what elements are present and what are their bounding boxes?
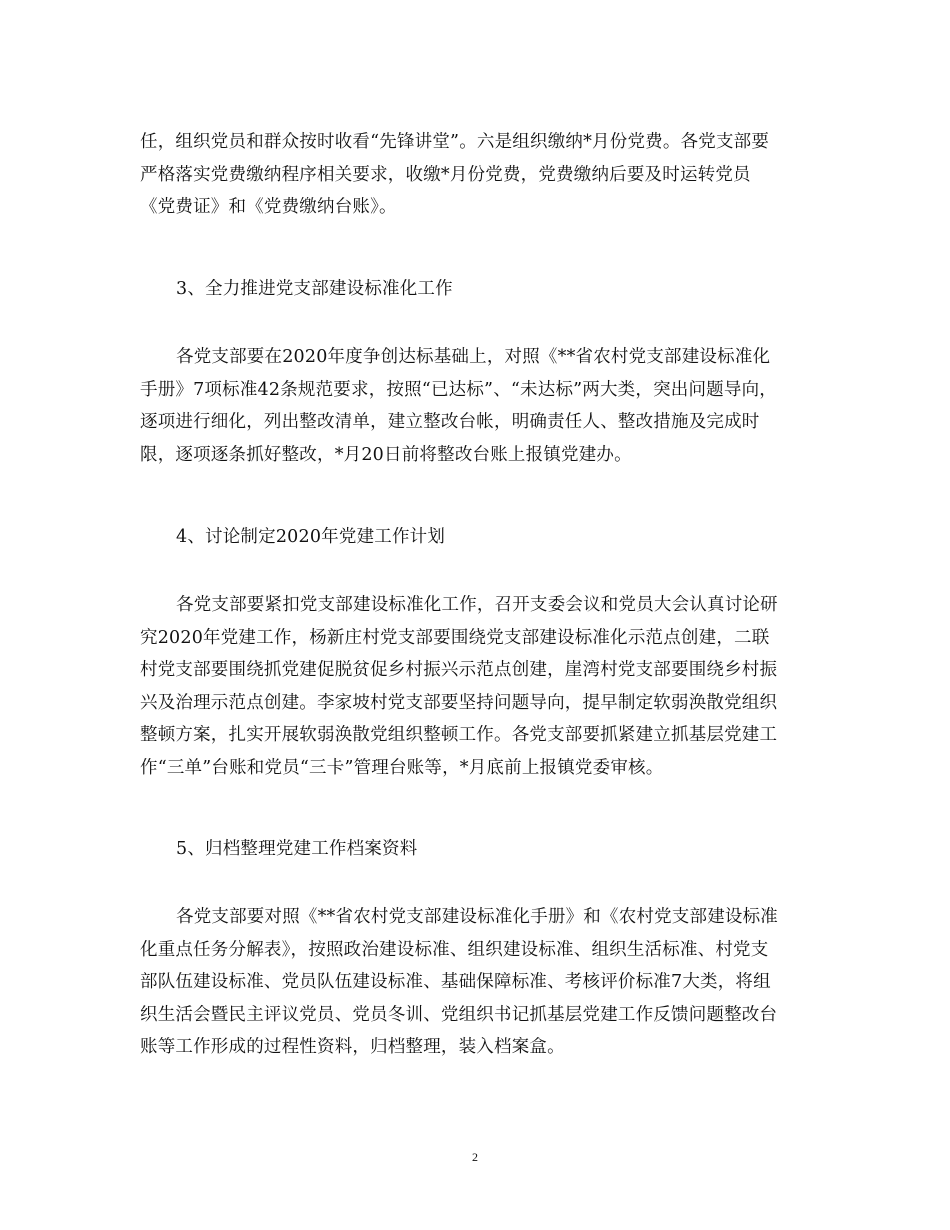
- heading-text: 3、全力推进党支部建设标准化工作: [176, 279, 453, 299]
- paragraph-line: 逐项进行细化，列出整改清单，建立整改台帐，明确责任人、整改措施及完成时: [140, 412, 760, 432]
- paragraph-line: 严格落实党费缴纳程序相关要求，收缴*月份党费，党费缴纳后要及时运转党员: [140, 164, 751, 185]
- paragraph-continuation: [140, 126, 820, 224]
- paragraph-line: 各党支部要紧扣党支部建设标准化工作，召开支委会议和党员大会认真讨论研: [176, 595, 778, 615]
- paragraph-line: 《党费证》和《党费缴纳台账》。: [140, 197, 397, 217]
- paragraph-line: 部队伍建设标准、党员队伍建设标准、基础保障标准、考核评价标准7大类，将组: [140, 972, 771, 992]
- section-3-heading: [140, 273, 820, 306]
- section-3-body: [140, 341, 820, 471]
- paragraph-line: 整顿方案，扎实开展软弱涣散党组织整顿工作。各党支部要抓紧建立抓基层党建工: [140, 725, 778, 745]
- heading-text: 4、讨论制定2020年党建工作计划: [176, 527, 446, 547]
- paragraph-line: 村党支部要围绕抓党建促脱贫促乡村振兴示范点创建，崖湾村党支部要围绕乡村振: [140, 660, 778, 680]
- paragraph-line: 织生活会暨民主评议党员、党员冬训、党组织书记抓基层党建工作反馈问题整改台: [140, 1004, 778, 1025]
- paragraph-line: 手册》7项标准42条规范要求，按照“已达标”、“未达标”两大类，突出问题导向，: [140, 379, 777, 400]
- section-5-heading: [140, 833, 820, 866]
- section-4-body: [140, 589, 820, 784]
- paragraph-line: 各党支部要在2020年度争创达标基础上，对照《**省农村党支部建设标准化: [176, 347, 771, 367]
- paragraph-line: 化重点任务分解表》，按照政治建设标准、组织建设标准、组织生活标准、村党支: [140, 939, 769, 960]
- paragraph-line: 兴及治理示范点创建。李家坡村党支部要坚持问题导向，提早制定软弱涣散党组织: [140, 692, 778, 713]
- section-4-heading: [140, 521, 820, 554]
- paragraph-line: 限，逐项逐条抓好整改，*月20日前将整改台账上报镇党建办。: [140, 444, 632, 465]
- heading-text: 5、归档整理党建工作档案资料: [176, 839, 418, 859]
- section-5-body: [140, 901, 820, 1064]
- page-number: 2: [472, 1150, 478, 1164]
- paragraph-line: 究2020年党建工作，杨新庄村党支部要围绕党支部建设标准化示范点创建，二联: [140, 627, 770, 648]
- paragraph-line: 各党支部要对照《**省农村党支部建设标准化手册》和《农村党支部建设标准: [176, 907, 778, 927]
- paragraph-line: 作“三单”台账和党员“三卡”管理台账等，*月底前上报镇党委审核。: [140, 757, 664, 778]
- paragraph-line: 账等工作形成的过程性资料，归档整理，装入档案盒。: [140, 1037, 565, 1057]
- paragraph-line: 任，组织党员和群众按时收看“先锋讲堂”。六是组织缴纳*月份党费。各党支部要: [140, 132, 770, 152]
